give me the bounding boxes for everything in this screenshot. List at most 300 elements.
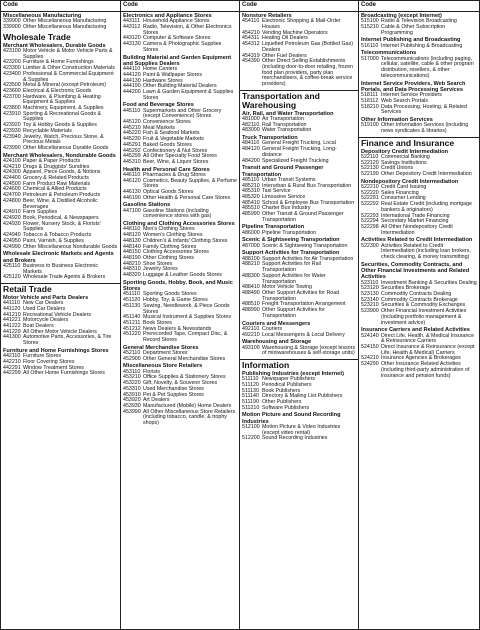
industry-label: Musical Instrument & Supplies Stores — [143, 314, 232, 321]
industry-label: Other Miscellaneous Nondurable Goods — [23, 243, 118, 250]
naics-code: 441221 — [3, 317, 21, 324]
industry-label: Consumer Lending — [381, 195, 426, 202]
industry-label: Book Publishers — [262, 387, 301, 394]
industry-label: Support Activities for Air Transportation — [262, 255, 354, 262]
subsector-heading: Food and Beverage Stores — [123, 102, 194, 109]
naics-code: 522120 — [361, 159, 379, 166]
naics-code: 451110 — [123, 291, 140, 298]
industry-label: Commodity Contracts Brokerage — [381, 296, 458, 303]
industry-label: Other Health & Personal Care Stores — [143, 194, 231, 201]
naics-code: 453220 — [123, 380, 141, 387]
naics-code: 423500 — [3, 82, 21, 89]
industry-label: Sporting & Recreational Goods & Supplies — [23, 110, 102, 123]
industry-label: Office Supplies & Stationery Stores — [143, 374, 226, 381]
naics-code: 451120 — [123, 297, 141, 304]
industry-label: Freight Transportation Arrangement — [262, 301, 346, 308]
naics-code: 445110 — [123, 107, 141, 114]
naics-code: 442110 — [3, 353, 21, 360]
naics-code: 511190 — [242, 399, 259, 406]
industry-label: Farm Product Raw Materials — [23, 180, 91, 187]
naics-code: 522220 — [361, 189, 379, 196]
naics-code: 424800 — [3, 197, 21, 204]
industry-label: Other Transit & Ground Passenger Transportation — [262, 211, 344, 223]
naics-code: 523130 — [361, 291, 379, 298]
naics-code: 425120 — [3, 274, 21, 281]
industry-label: Commodity Contracts Dealing — [381, 291, 452, 298]
naics-code: 446190 — [123, 194, 141, 201]
subsector-heading: Transit and Ground Passenger Transportation — [242, 165, 324, 178]
industry-label: Credit Card Issuing — [381, 184, 427, 191]
industry-label: Department Stores — [143, 350, 188, 357]
industry-label: Drugs & Druggists' Sundries — [23, 163, 90, 170]
industry-label: Couriers — [262, 325, 283, 332]
naics-code: 424700 — [3, 192, 21, 199]
industry-label: Chemical & Allied Products — [23, 186, 87, 193]
naics-code: 516110 — [361, 42, 379, 49]
sector-heading: Finance and Insurance — [359, 137, 479, 148]
industry-label: Specialized Freight Trucking — [262, 157, 329, 164]
industry-label: Water Transportation — [262, 127, 312, 134]
naics-code: 488410 — [242, 284, 260, 291]
code-row — [361, 57, 477, 80]
naics-code: 485510 — [242, 205, 260, 212]
naics-code: 445292 — [123, 147, 141, 154]
industry-label: Confectionery & Nut Stores — [143, 147, 208, 154]
code-row — [242, 436, 356, 442]
naics-code: 452110 — [123, 350, 141, 357]
code-row — [123, 42, 237, 53]
naics-code: 423800 — [3, 105, 21, 112]
industry-label: Petroleum & Petroleum Products — [23, 192, 101, 199]
industry-label: Directory & Mailing List Publishers — [262, 393, 343, 400]
industry-label: Pet & Pet Supplies Stores — [143, 391, 204, 398]
industry-label: Lawn & Garden Equipment & Supplies Stores — [143, 88, 234, 101]
code-row — [123, 410, 237, 427]
industry-label: Taxi Service — [262, 188, 291, 195]
naics-code: 424210 — [3, 163, 21, 170]
naics-code: 484120 — [242, 146, 260, 153]
naics-code: 522130 — [361, 165, 379, 172]
code-row — [361, 309, 477, 326]
naics-code: 453920 — [123, 397, 141, 404]
subsector-heading: Building Material and Garden Equipment and Supplies Dealers — [123, 54, 232, 67]
naics-code: 482110 — [242, 121, 260, 128]
naics-code: 518112 — [361, 97, 379, 104]
naics-code: 445220 — [123, 130, 141, 137]
naics-code: 424930 — [3, 220, 21, 227]
naics-code: 445299 — [123, 153, 141, 160]
industry-label: Support Activities for Water Transportation — [262, 272, 326, 285]
naics-code: 445310 — [123, 158, 141, 165]
industry-label: Other Miscellaneous Manufacturing — [23, 24, 107, 30]
sector-heading: Wholesale Trade — [3, 31, 71, 42]
industry-label: Recyclable Materials — [23, 127, 72, 134]
industry-label: School & Employee Bus Transportation — [262, 199, 355, 206]
industry-label: Radio & Television Broadcasting — [381, 18, 457, 25]
code-row — [123, 273, 237, 279]
naics-code: 441229 — [3, 328, 21, 335]
industry-label: Other Support Activities for Road Transportation — [262, 289, 340, 302]
industry-label: Real Estate Credit (including mortgage bankers & originators) — [381, 201, 472, 213]
naics-code: 424940 — [3, 232, 21, 239]
naics-code: 453110 — [123, 368, 141, 375]
industry-label: Metal & Mineral (except Petroleum) — [23, 82, 107, 89]
subsector-heading: Clothing and Clothing Accessories Stores — [123, 221, 235, 228]
industry-label: Fish & Seafood Markets — [143, 130, 200, 137]
industry-label: Jewelry Stores — [143, 266, 178, 273]
industry-label: Luggage & Leather Goods Stores — [143, 272, 222, 279]
naics-code: 448320 — [123, 272, 141, 279]
naics-code: 454110 — [242, 18, 260, 25]
code-row — [3, 335, 118, 346]
industry-label: Furniture Stores — [23, 353, 61, 360]
industry-label: Other Clothing Stores — [143, 254, 194, 261]
naics-code: 448190 — [123, 254, 141, 261]
naics-code: 522210 — [361, 184, 379, 191]
naics-code: 453930 — [123, 402, 141, 409]
naics-code: 423930 — [3, 127, 21, 134]
naics-code: 488100 — [242, 255, 260, 262]
code-row — [3, 146, 118, 152]
naics-code: 524150 — [361, 343, 379, 350]
industry-label: Cable & Other Subscription Programming — [381, 24, 446, 36]
subsector-heading: Nondepository Credit Intermediation — [361, 178, 459, 185]
industry-label: Business to Business Electronic Markets — [23, 262, 99, 275]
industry-label: Interurban & Rural Bus Transportation — [262, 182, 352, 189]
naics-code: 492210 — [242, 331, 260, 338]
subsector-heading: Telecommunications — [361, 50, 417, 57]
naics-code: 443130 — [123, 41, 141, 48]
naics-code: 524290 — [361, 361, 379, 368]
code-row — [123, 90, 237, 101]
industry-label: Other Information Services (including news syndicates & libraries) — [381, 122, 469, 134]
naics-code: 488510 — [242, 301, 260, 308]
code-row — [361, 244, 477, 261]
column-3 — [240, 1, 359, 629]
industry-label: Paint, Varnish, & Supplies — [23, 237, 84, 244]
naics-code: 447100 — [123, 207, 141, 214]
industry-label: Sound Recording Industries — [262, 435, 328, 442]
naics-code: 512100 — [242, 424, 260, 431]
code-row — [242, 308, 356, 319]
code-row — [242, 128, 356, 134]
industry-label: Hardware, & Plumbing & Heating Equipment & Supplies — [23, 93, 101, 106]
naics-code: 485310 — [242, 188, 260, 195]
code-row — [242, 346, 356, 357]
naics-code: 522293 — [361, 212, 379, 219]
subsector-heading: Miscellaneous Manufacturing — [3, 13, 82, 19]
industry-label: Internet Service Providers — [381, 92, 442, 99]
naics-code: 488210 — [242, 261, 260, 268]
industry-label: Grocery & Related Products — [23, 175, 89, 182]
naics-code: 451140 — [123, 314, 141, 321]
naics-code: 441120 — [3, 305, 21, 312]
column-header: Code — [240, 1, 358, 12]
naics-code: 488300 — [242, 272, 260, 279]
code-row — [3, 371, 118, 377]
naics-code: 441210 — [3, 311, 21, 318]
industry-label: Children's & Infants' Clothing Stores — [143, 237, 228, 244]
naics-code: 518210 — [361, 103, 379, 110]
subsector-heading: Gasoline Stations — [123, 202, 171, 209]
naics-code: 424600 — [3, 186, 21, 193]
naics-code: 522298 — [361, 223, 379, 230]
code-row — [3, 275, 118, 281]
naics-code: 423400 — [3, 70, 21, 77]
naics-code: 511120 — [242, 381, 259, 388]
naics-code: 523900 — [361, 308, 379, 315]
industry-label: Family Clothing Stores — [143, 243, 197, 250]
industry-label: Camera & Photographic Supplies Stores — [143, 41, 222, 53]
naics-code: 518111 — [361, 92, 378, 99]
subsector-heading: Miscellaneous Store Retailers — [123, 363, 203, 370]
industry-label: Motor Vehicle Towing — [262, 284, 312, 291]
industry-label: Other Direct Selling Establishments (including door-to-door retailing, frozen food plan providers, party plan merchandisers, & coffee-break service providers) — [262, 58, 353, 88]
industry-label: Household Appliance Stores — [143, 18, 210, 25]
industry-label: International Trade Financing — [381, 212, 450, 219]
industry-label: Art Dealers — [143, 397, 170, 404]
naics-code: 511130 — [242, 387, 259, 394]
naics-code: 445291 — [123, 141, 141, 148]
industry-label: Beer, Wine, & Liquor Stores — [143, 158, 209, 165]
code-row — [361, 362, 477, 379]
naics-code: 452900 — [123, 355, 141, 362]
naics-code: 485990 — [242, 211, 260, 218]
industry-label: Pipeline Transportation — [262, 229, 317, 236]
subsector-heading: Truck Transportation — [242, 135, 298, 142]
industry-label: All Other Nondepository Credit Intermediation — [381, 223, 453, 236]
subsector-heading: Securities, Commodity Contracts, and Other Financial Investments and Related Activities — [361, 261, 470, 281]
industry-label: Other Publishers — [262, 399, 302, 406]
industry-label: Other Miscellaneous Durable Goods — [23, 144, 109, 151]
industry-label: Toy & Hobby Goods & Supplies — [23, 122, 97, 129]
code-row — [242, 406, 356, 412]
industry-label: Electronic Shopping & Mail-Order Houses — [262, 18, 341, 30]
industry-label: Automotive Parts, Accessories, & Tire Stores — [23, 334, 112, 347]
sector-heading: Information — [240, 359, 358, 370]
code-row — [3, 25, 118, 31]
code-row — [242, 42, 356, 53]
industry-label: Window Treatment Stores — [23, 364, 84, 371]
naics-code: 443120 — [123, 35, 141, 42]
naics-code: 442291 — [3, 364, 21, 371]
naics-code: 523120 — [361, 285, 379, 292]
naics-code: 423300 — [3, 65, 21, 72]
industry-label: All Other Miscellaneous Store Retailers (including tobacco, candle, & trophy shops) — [143, 408, 236, 427]
naics-code: 448150 — [123, 249, 141, 256]
code-row — [123, 332, 237, 343]
industry-label: Other Fuel Dealers — [262, 52, 307, 59]
naics-code: 423600 — [3, 87, 21, 94]
naics-code: 485410 — [242, 199, 260, 206]
industry-label: Newspaper Publishers — [262, 376, 315, 383]
column-1 — [1, 1, 121, 629]
industry-label: New Car Dealers — [23, 300, 64, 307]
industry-label: News Dealers & Newsstands — [143, 325, 212, 332]
subsector-heading: Air, Rail, and Water Transportation — [242, 110, 334, 117]
naics-code: 423200 — [3, 59, 21, 66]
industry-label: Urban Transit Systems — [262, 176, 316, 183]
naics-code: 517000 — [361, 55, 379, 62]
naics-code: 485210 — [242, 182, 260, 189]
subsector-heading: Motion Picture and Sound Recording Industries — [242, 412, 341, 425]
column-4 — [359, 1, 479, 629]
subsector-heading: Health and Personal Care Stores — [123, 166, 210, 173]
naics-code: 487000 — [242, 242, 260, 249]
subsector-heading: Internet Publishing and Broadcasting — [361, 37, 461, 44]
industry-label: Meat Markets — [143, 124, 176, 131]
naics-code: 485110 — [242, 176, 260, 183]
industry-label: Wholesale Trade Agents & Brokers — [23, 274, 106, 281]
industry-label: Liquefied Petroleum Gas (Bottled Gas) Dealers — [262, 41, 353, 53]
industry-label: Radio, Television, & Other Electronics Stores — [143, 24, 232, 36]
column-header: Code — [1, 1, 120, 12]
industry-label: General Freight Trucking, Local — [262, 140, 336, 147]
naics-code: 454311 — [242, 35, 260, 42]
subsector-heading: Merchant Wholesalers, Nondurable Goods — [3, 152, 116, 159]
naics-code: 424950 — [3, 237, 21, 244]
naics-code: 488990 — [242, 307, 260, 314]
industry-label: Insurance Agencies & Brokerages — [381, 355, 461, 362]
code-row — [242, 333, 356, 339]
industry-label: Other Financial Investment Activities (including portfolio management & investment advice) — [381, 308, 467, 326]
industry-label: Data Processing, Hosting, & Related Services — [381, 103, 467, 116]
industry-label: Home Centers — [143, 66, 178, 73]
naics-code: 424500 — [3, 180, 21, 187]
naics-code: 424920 — [3, 214, 21, 221]
industry-label: Periodical Publishers — [262, 381, 312, 388]
naics-code: 523140 — [361, 296, 379, 303]
naics-code: 522300 — [361, 242, 379, 249]
industry-label: Cosmetics, Beauty Supplies, & Perfume Stores — [143, 177, 237, 190]
industry-label: Air Transportation — [262, 116, 304, 123]
code-row — [361, 44, 477, 50]
industry-label: Internet Publishing & Broadcasting — [381, 42, 463, 49]
industry-label: Furniture & Home Furnishings — [23, 59, 94, 66]
naics-code: 445230 — [123, 136, 141, 143]
naics-code: 423920 — [3, 122, 21, 129]
naics-code: 454210 — [242, 29, 260, 36]
naics-code: 448120 — [123, 232, 141, 239]
code-row — [123, 209, 237, 220]
industry-label: Motorcycle Dealers — [23, 317, 69, 324]
code-row — [242, 19, 356, 30]
naics-code: 443112 — [123, 24, 141, 30]
naics-code: 511110 — [242, 376, 259, 383]
code-row — [361, 105, 477, 116]
code-row — [242, 147, 356, 158]
naics-code: 453910 — [123, 391, 141, 398]
industry-label: Beer, Wine, & Distilled Alcoholic Beverages — [23, 197, 98, 210]
naics-code: 423990 — [3, 144, 21, 151]
column-header: Code — [121, 1, 239, 12]
naics-code: 451130 — [123, 302, 141, 309]
industry-label: Professional & Commercial Equipment & Supplies — [23, 70, 114, 83]
industry-label: Apparel, Piece Goods, & Notions — [23, 169, 101, 176]
industry-label: Book, Periodical, & Newspapers — [23, 214, 99, 221]
naics-code: 443111 — [123, 18, 140, 25]
naics-code: 492110 — [242, 325, 260, 332]
industry-label: Lumber & Other Construction Materials — [23, 65, 115, 72]
industry-label: Software Publishers — [262, 404, 310, 411]
naics-code: 424910 — [3, 209, 21, 216]
naics-code: 442299 — [3, 370, 21, 377]
industry-label: Motion Picture & Video Industries (except video rental) — [262, 424, 341, 436]
code-row — [361, 123, 477, 134]
industry-label: Farm Supplies — [23, 209, 58, 216]
naics-code: 339900 — [3, 24, 21, 30]
industry-label: Other General Merchandise Stores — [143, 355, 226, 362]
subsector-heading: Furniture and Home Furnishings Stores — [3, 347, 109, 354]
naics-code: 446110 — [123, 171, 141, 178]
code-row — [242, 231, 356, 237]
subsector-heading: Depository Credit Intermediation — [361, 148, 449, 155]
column-2 — [121, 1, 240, 629]
industry-label: Heating Oil Dealers — [262, 35, 308, 42]
subsector-heading: Nonstore Retailers — [242, 13, 292, 19]
naics-code: 423100 — [3, 48, 21, 54]
naics-code: 511210 — [242, 404, 260, 411]
industry-label: Other Insurance Related Activities (including third-party administration of insurance and pension funds) — [381, 361, 470, 379]
industry-label: Other Miscellaneous Manufacturing — [23, 18, 107, 25]
naics-code: 453310 — [123, 385, 141, 392]
industry-label: Machinery, Equipment, & Supplies — [23, 105, 104, 112]
naics-code: 444130 — [123, 77, 141, 84]
naics-code: 493100 — [242, 344, 260, 351]
code-row — [242, 244, 356, 250]
industry-label: Credit Unions — [381, 165, 414, 172]
subsector-heading: Activities Related to Credit Intermediation — [361, 237, 473, 244]
industry-label: Scenic & Sightseeing Transportation — [262, 242, 348, 249]
industry-label: Other Building Material Dealers — [143, 83, 217, 90]
naics-code: 454319 — [242, 52, 260, 59]
code-row — [242, 159, 356, 165]
subsector-heading: Publishing Industries (except Internet) — [242, 370, 344, 377]
industry-label: Supermarkets and Other Grocery (except Convenience) Stores — [143, 107, 222, 120]
sector-heading: Retail Trade — [1, 283, 120, 294]
industry-label: Vending Machine Operators — [262, 29, 328, 36]
code-row — [361, 25, 477, 36]
subsector-heading: Merchant Wholesalers, Durable Goods — [3, 42, 106, 49]
subsector-heading: Pipeline Transportation — [242, 224, 305, 231]
naics-code: 444110 — [123, 66, 141, 73]
code-row — [3, 245, 118, 251]
naics-code: 424990 — [3, 243, 21, 250]
naics-code: 441110 — [3, 300, 20, 307]
industry-label: Warehousing & Storage (except lessors of miniwarehouses & self-storage units) — [262, 344, 356, 357]
naics-code: 448110 — [123, 226, 141, 233]
industry-label: Baked Goods Stores — [143, 141, 192, 148]
industry-label: Flower, Nursery Stock, & Florists' Supplies — [23, 220, 101, 233]
industry-label: Sporting Goods Stores — [143, 291, 197, 298]
subsector-heading: Scenic & Sightseeing Transportation — [242, 237, 340, 244]
subsector-heading: Warehousing and Storage — [242, 339, 312, 346]
industry-label: Gift, Novelty, & Souvenir Stores — [143, 380, 218, 387]
naics-code: 483000 — [242, 127, 260, 134]
subsector-heading: Insurance Carriers and Related Activities — [361, 327, 470, 334]
naics-code: 445120 — [123, 119, 141, 126]
industry-label: Paint & Wallpaper Stores — [143, 71, 202, 78]
naics-code: 424400 — [3, 175, 21, 182]
industry-label: Gasoline Stations (including convenience stores with gas) — [143, 207, 212, 220]
industry-label: Boat Dealers — [23, 323, 54, 330]
industry-label: Fruit & Vegetable Markets — [143, 136, 204, 143]
naics-code: 453210 — [123, 374, 141, 381]
naics-code: 451212 — [123, 325, 141, 332]
subsector-heading: Electronics and Appliance Stores — [123, 13, 212, 19]
industry-label: Used Merchandise Stores — [143, 385, 204, 392]
code-row — [242, 59, 356, 88]
